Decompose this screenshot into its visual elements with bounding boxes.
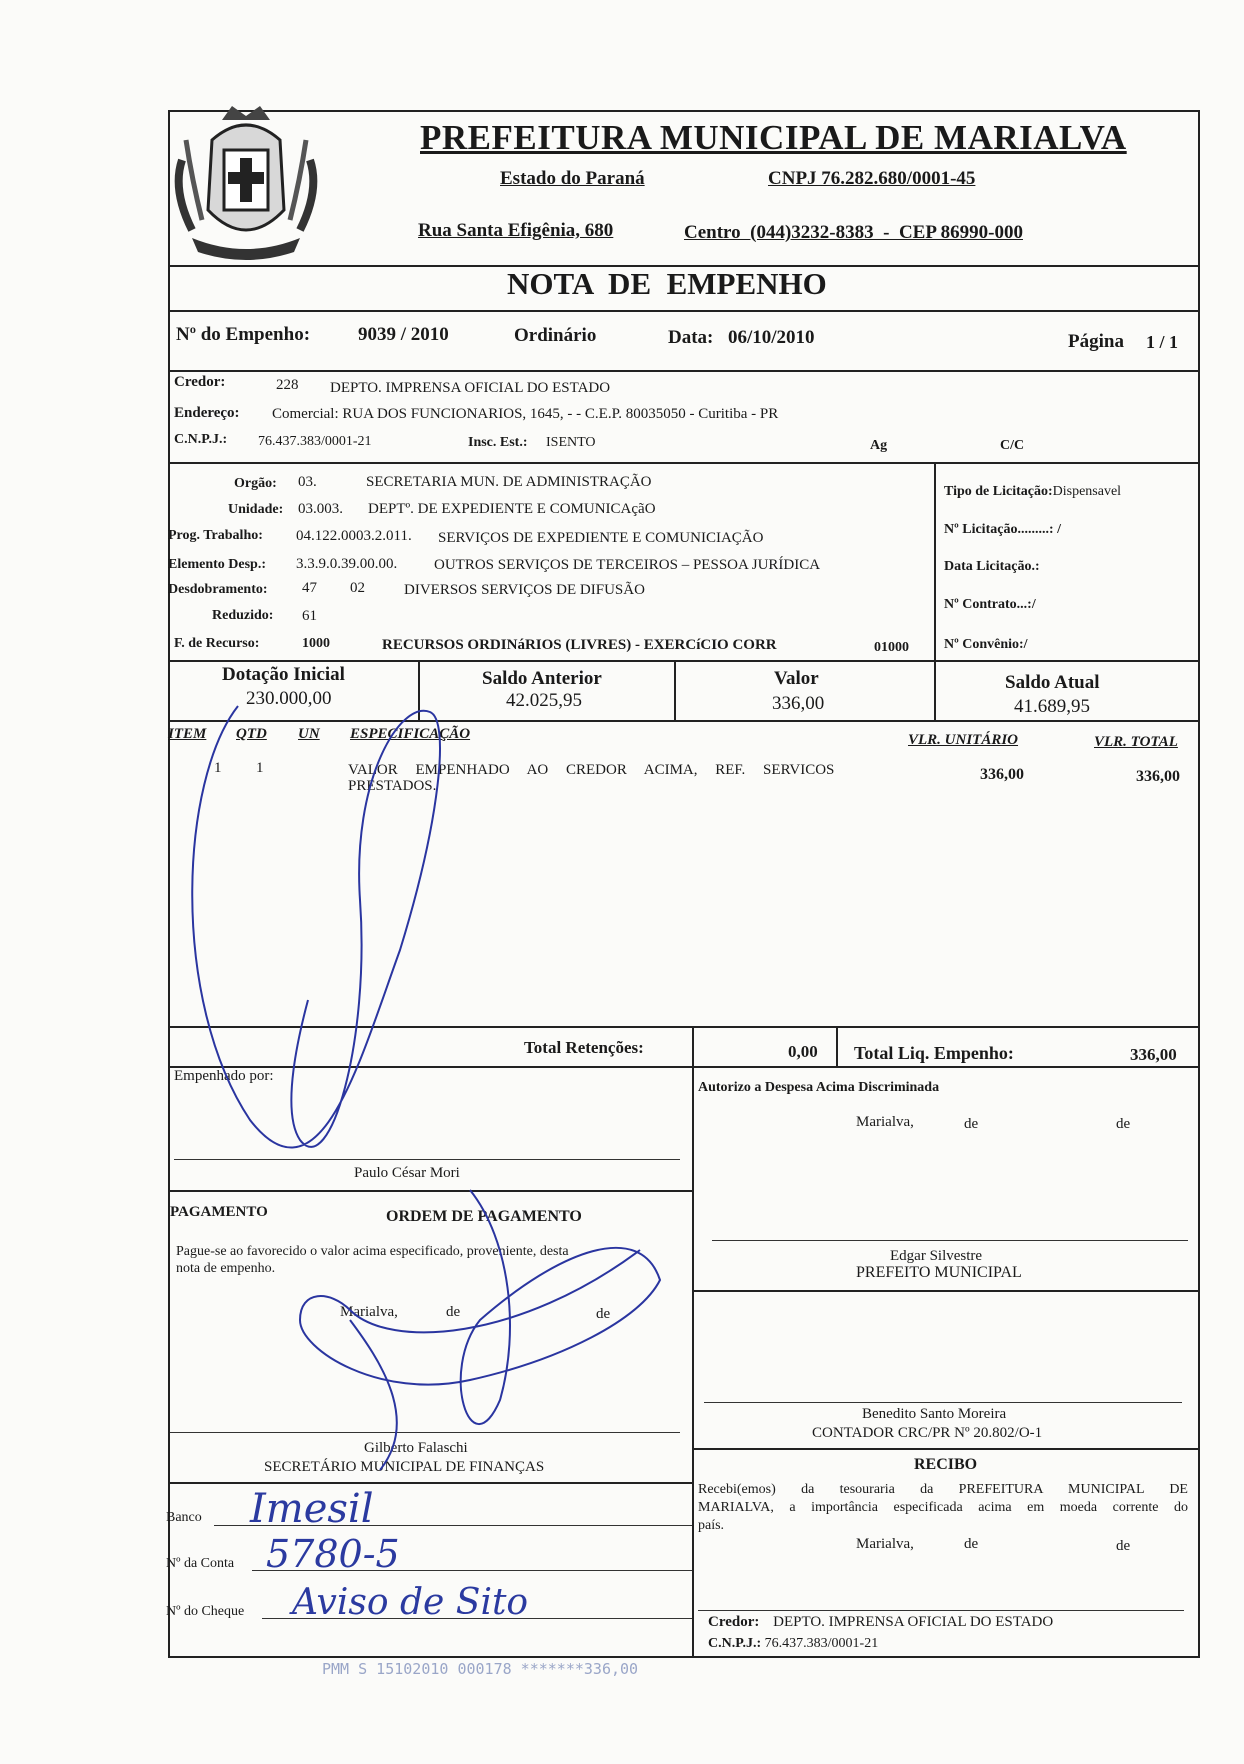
contrato-number: Nº Contrato...:/ <box>944 597 1036 612</box>
recibo-cnpj <box>708 1636 878 1652</box>
recibo-city: Marialva, <box>856 1536 914 1552</box>
pagamento-text1: Pague-se ao favorecido o valor acima especificado, proveniente, desta <box>176 1244 569 1259</box>
prefeito-name: Edgar Silvestre <box>890 1248 983 1264</box>
credor-code: 228 <box>276 377 299 393</box>
state-name: Estado do Paraná <box>500 168 645 189</box>
recibo-de-2: de <box>1116 1538 1131 1554</box>
saldo-atual-value: 41.689,95 <box>1014 696 1090 717</box>
saldo-atual-label: Saldo Atual <box>1005 672 1100 693</box>
secretario-signature-line <box>170 1432 680 1433</box>
item-qty: 1 <box>256 760 264 776</box>
autorizo-de-2: de <box>1116 1116 1131 1132</box>
dotacao-value: 230.000,00 <box>246 688 332 709</box>
empenho-number: 9039 / 2010 <box>358 324 449 345</box>
empenhado-name: Paulo César Mori <box>354 1165 460 1181</box>
signature-divider <box>692 1066 694 1656</box>
elemento-name: OUTROS SERVIÇOS DE TERCEIROS – PESSOA JURÍDICA <box>434 557 821 573</box>
tipo-licitacao <box>944 484 1121 500</box>
prefeito-signature-line <box>712 1240 1188 1241</box>
coat-of-arms-logo <box>172 100 320 260</box>
credor-name: DEPTO. IMPRENSA OFICIAL DO ESTADO <box>330 380 611 396</box>
unidade-code: 03.003. <box>298 501 343 517</box>
recibo-rule <box>692 1448 1198 1450</box>
tipo-licitacao-label: Tipo de Licitação: <box>944 484 1053 499</box>
fonte-name: RECURSOS ORDINáRIOS (LIVRES) - EXERCíCIO CORR <box>382 637 777 653</box>
recibo-cnpj-value: 76.437.383/0001-21 <box>764 1636 879 1651</box>
totals-divider-2 <box>836 1026 838 1066</box>
banco-rule <box>168 1482 692 1484</box>
frame-bottom <box>168 1656 1200 1658</box>
insc-value: ISENTO <box>546 435 596 450</box>
address-details: Centro (044)3232-8383 - CEP 86990-000 <box>684 222 1023 243</box>
secretario-title: SECRETÁRIO MUNICIPAL DE FINANÇAS <box>264 1459 545 1475</box>
totals-rule-top <box>168 1026 1200 1028</box>
contador-rule <box>692 1290 1198 1292</box>
endereco-label: Endereço: <box>174 405 240 421</box>
banco-value: Imesil <box>250 1486 374 1532</box>
col-qtd: QTD <box>236 726 267 742</box>
item-total-value: 336,00 <box>1136 768 1180 785</box>
contador-name: Benedito Santo Moreira <box>862 1406 1007 1422</box>
retencoes-value: 0,00 <box>788 1042 818 1061</box>
pagamento-de-2: de <box>596 1306 611 1322</box>
cheque-value: Aviso de Sito <box>292 1582 529 1623</box>
pagamento-city: Marialva, <box>340 1304 398 1320</box>
bank-stamp: PMM S 15102010 000178 *******336,00 <box>322 1660 639 1678</box>
pagamento-text2: nota de empenho. <box>176 1261 276 1276</box>
account-label: C/C <box>1000 438 1025 453</box>
licitacao-date: Data Licitação.: <box>944 559 1040 574</box>
item-desc-line2: PRESTADOS. <box>348 778 437 794</box>
empenho-type: Ordinário <box>514 325 597 346</box>
saldo-anterior-label: Saldo Anterior <box>482 668 602 689</box>
retencoes-label: Total Retenções: <box>524 1038 644 1057</box>
prefeitura-title: PREFEITURA MUNICIPAL DE MARIALVA <box>420 118 1127 157</box>
ordem-pagamento-title: ORDEM DE PAGAMENTO <box>386 1208 582 1225</box>
licitacao-divider <box>934 462 936 660</box>
saldo-divider-1 <box>418 660 420 720</box>
tipo-licitacao-value: Dispensavel <box>1052 484 1122 499</box>
col-especificacao: ESPECIFICAÇÃO <box>350 726 471 742</box>
orgao-code: 03. <box>298 474 317 490</box>
cnpj-label: C.N.P.J.: <box>174 432 228 447</box>
totals-divider-1 <box>692 1026 694 1066</box>
recibo-text2: MARIALVA, a importância especificada acima em moeda corrente do <box>698 1500 1188 1515</box>
recibo-credor-name: DEPTO. IMPRENSA OFICIAL DO ESTADO <box>773 1614 1054 1630</box>
cheque-label: Nº do Cheque <box>166 1604 245 1619</box>
contador-signature-line <box>704 1402 1182 1403</box>
totals-rule-bottom <box>168 1066 1200 1068</box>
valor-label: Valor <box>774 668 819 689</box>
recibo-text1: Recebi(emos) da tesouraria da PREFEITURA MUNICIPAL DE <box>698 1482 1188 1497</box>
prog-name: SERVIÇOS DE EXPEDIENTE E COMUNICIAÇÃO <box>438 530 764 546</box>
saldo-rule <box>168 720 1200 722</box>
valor-value: 336,00 <box>772 693 825 714</box>
elemento-label: Elemento Desp.: <box>168 557 266 572</box>
fonte-label: F. de Recurso: <box>174 636 260 651</box>
licitacao-number: Nº Licitação.........: / <box>944 522 1061 537</box>
saldo-divider-2 <box>674 660 676 720</box>
recibo-credor <box>708 1614 1053 1631</box>
empenhado-signature-line <box>174 1159 680 1160</box>
conta-value: 5780-5 <box>266 1532 400 1576</box>
pagamento-title: PAGAMENTO <box>170 1204 268 1220</box>
item-desc-line1: VALOR EMPENHADO AO CREDOR ACIMA, REF. SERVICOS <box>348 762 835 778</box>
orgao-name: SECRETARIA MUN. DE ADMINISTRAÇÃO <box>366 474 652 490</box>
empenho-date: 06/10/2010 <box>728 327 815 348</box>
reduzido-label: Reduzido: <box>212 608 274 623</box>
insc-label: Insc. Est.: <box>468 435 528 450</box>
desdobramento-code2: 02 <box>350 580 365 596</box>
conta-label: Nº da Conta <box>166 1556 235 1571</box>
page-label: Página <box>1068 331 1124 352</box>
banco-label: Banco <box>166 1510 202 1525</box>
autorizo-de-1: de <box>964 1116 979 1132</box>
liquido-label: Total Liq. Empenho: <box>854 1043 1014 1063</box>
prog-label: Prog. Trabalho: <box>168 528 263 543</box>
saldo-divider-3 <box>934 660 936 720</box>
fonte-code2: 01000 <box>874 640 909 655</box>
orcamento-rule <box>168 660 1200 662</box>
orgao-label: Orgão: <box>234 476 277 491</box>
recibo-text3: país. <box>698 1518 725 1533</box>
dotacao-label: Dotação Inicial <box>222 664 345 685</box>
title-rule <box>168 310 1200 312</box>
recibo-de-1: de <box>964 1536 979 1552</box>
col-total-value: VLR. TOTAL <box>1094 734 1178 750</box>
liquido-value: 336,00 <box>1130 1045 1177 1064</box>
frame-top <box>168 110 1200 112</box>
pagamento-de-1: de <box>446 1304 461 1320</box>
credor-label: Credor: <box>174 374 226 390</box>
empenhado-label: Empenhado por: <box>174 1068 274 1084</box>
elemento-code: 3.3.9.0.39.00.00. <box>296 556 398 572</box>
recibo-signature-line <box>698 1610 1184 1611</box>
desdobramento-label: Desdobramento: <box>168 582 268 597</box>
date-label: Data: <box>668 327 714 348</box>
empenho-number-label: Nº do Empenho: <box>176 324 311 345</box>
empenho-rule <box>168 370 1200 372</box>
recibo-cnpj-label: C.N.P.J.: <box>708 1636 762 1651</box>
pagamento-rule <box>168 1190 692 1192</box>
prog-code: 04.122.0003.2.011. <box>296 528 412 544</box>
autorizo-city: Marialva, <box>856 1114 914 1130</box>
frame-right <box>1198 110 1200 1658</box>
reduzido-value: 61 <box>302 608 317 624</box>
saldo-anterior-value: 42.025,95 <box>506 690 582 711</box>
credor-rule <box>168 462 1200 464</box>
agency-label: Ag <box>870 438 888 453</box>
recibo-credor-label: Credor: <box>708 1614 760 1630</box>
document-title: NOTA DE EMPENHO <box>507 266 827 301</box>
autorizo-text: Autorizo a Despesa Acima Discriminada <box>698 1080 940 1095</box>
contador-title: CONTADOR CRC/PR Nº 20.802/O-1 <box>812 1425 1043 1441</box>
prefeito-title: PREFEITO MUNICIPAL <box>856 1264 1022 1281</box>
credor-cnpj: 76.437.383/0001-21 <box>258 434 372 449</box>
desdobramento-name: DIVERSOS SERVIÇOS DE DIFUSÃO <box>404 582 645 598</box>
frame-left <box>168 110 170 1658</box>
recibo-title: RECIBO <box>914 1456 978 1473</box>
unidade-label: Unidade: <box>228 502 284 517</box>
col-un: UN <box>298 726 320 742</box>
item-unit-value: 336,00 <box>980 766 1024 783</box>
convenio-number: Nº Convênio:/ <box>944 637 1028 652</box>
col-unit-value: VLR. UNITÁRIO <box>908 732 1019 748</box>
secretario-name: Gilberto Falaschi <box>364 1440 468 1456</box>
fonte-code: 1000 <box>302 636 330 651</box>
unidade-name: DEPTº. DE EXPEDIENTE E COMUNICAçãO <box>368 501 656 517</box>
cnpj-header: CNPJ 76.282.680/0001-45 <box>768 168 976 189</box>
street-address: Rua Santa Efigênia, 680 <box>418 220 614 241</box>
item-number: 1 <box>214 760 222 776</box>
credor-address: Comercial: RUA DOS FUNCIONARIOS, 1645, - - C.E.P. 80035050 - Curitiba - PR <box>272 406 779 422</box>
col-item: ITEM <box>168 726 207 742</box>
page-number: 1 / 1 <box>1146 332 1179 352</box>
desdobramento-code1: 47 <box>302 580 317 596</box>
